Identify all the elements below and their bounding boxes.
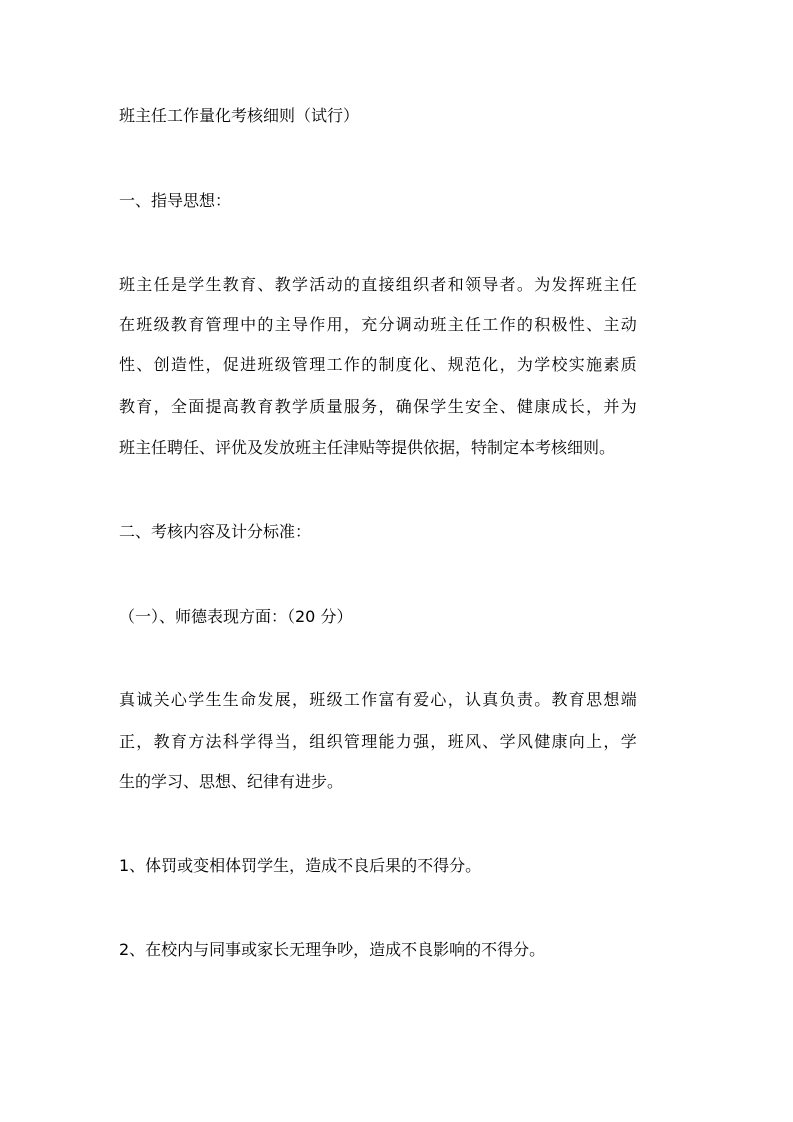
list-item: 2、在校内与同事或家长无理争吵，造成不良影响的不得分。 — [119, 940, 546, 959]
paragraph-line: 在班级教育管理中的主导作用，充分调动班主任工作的积极性、主动 — [119, 315, 639, 334]
paragraph-line: 性、创造性，促进班级管理工作的制度化、规范化，为学校实施素质 — [119, 355, 639, 374]
list-item: 1、体罚或变相体罚学生，造成不良后果的不得分。 — [119, 856, 482, 875]
section-heading-guiding-principle: 一、指导思想： — [119, 191, 232, 210]
section-heading-assessment: 二、考核内容及计分标准： — [119, 522, 312, 541]
paragraph-line: 教育，全面提高教育教学质量服务，确保学生安全、健康成长，并为 — [119, 397, 639, 416]
paragraph-line: 真诚关心学生生命发展，班级工作富有爱心，认真负责。教育思想端 — [119, 690, 639, 709]
paragraph-line: 班主任是学生教育、教学活动的直接组织者和领导者。为发挥班主任 — [119, 275, 639, 294]
subsection-heading-ethics: （一）、师德表现方面：（20 分） — [119, 607, 353, 626]
paragraph-line: 班主任聘任、评优及发放班主任津贴等提供依据，特制定本考核细则。 — [119, 438, 616, 457]
document-title: 班主任工作量化考核细则（试行） — [119, 106, 360, 125]
paragraph-line: 生的学习、思想、纪律有进步。 — [119, 772, 344, 791]
paragraph-line: 正，教育方法科学得当，组织管理能力强，班风、学风健康向上，学 — [119, 732, 639, 751]
